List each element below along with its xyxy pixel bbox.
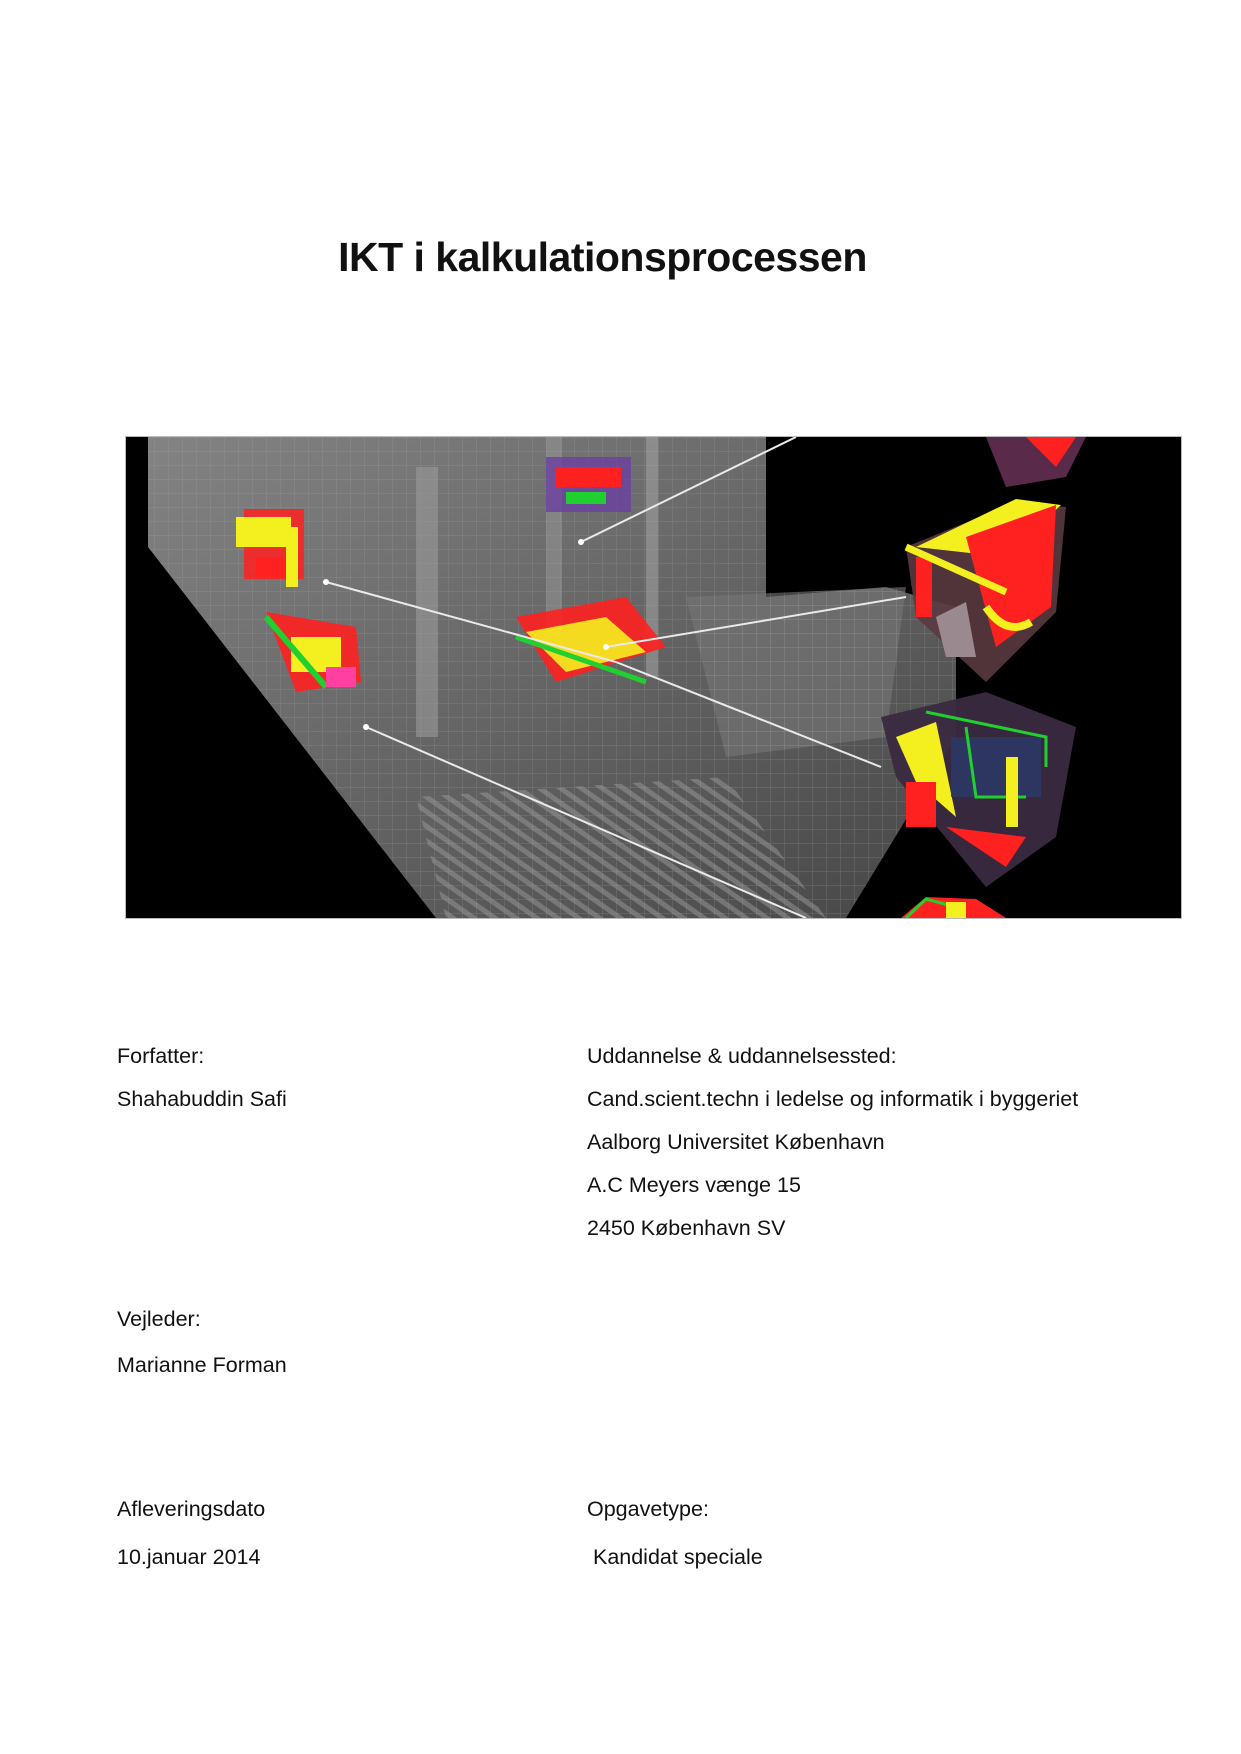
assignment-type: Kandidat speciale (587, 1545, 763, 1569)
assignment-label: Opgavetype: (587, 1497, 709, 1521)
document-title (0, 234, 1241, 281)
supervisor-name: Marianne Forman (117, 1353, 287, 1377)
submission-label: Afleveringsdato (117, 1497, 266, 1521)
title-text: IKT i kalkulationsprocessen (338, 234, 867, 280)
education-line: Aalborg Universitet København (587, 1130, 885, 1154)
supervisor-label: Vejleder: (117, 1307, 201, 1331)
submission-date: 10.januar 2014 (117, 1545, 261, 1569)
education-line: A.C Meyers vænge 15 (587, 1173, 801, 1197)
education-line: 2450 København SV (587, 1216, 786, 1240)
education-line: Cand.scient.techn i ledelse og informatik i byggeriet (587, 1087, 1079, 1111)
bim-model-image (126, 437, 1181, 918)
author-name: Shahabuddin Safi (117, 1087, 287, 1111)
education-label: Uddannelse & uddannelsessted: (587, 1044, 897, 1068)
cover-image (125, 436, 1182, 919)
author-label: Forfatter: (117, 1044, 205, 1068)
